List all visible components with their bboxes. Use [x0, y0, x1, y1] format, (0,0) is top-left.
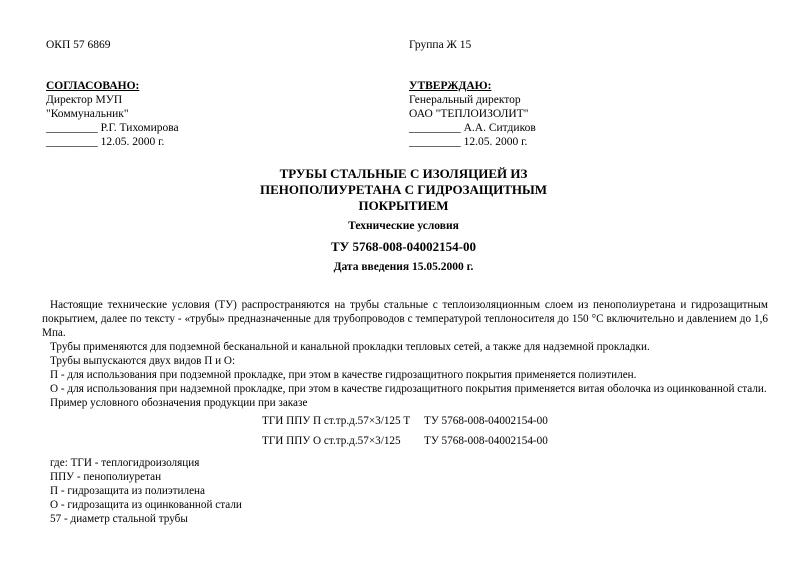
title-line-1: ТРУБЫ СТАЛЬНЫЕ С ИЗОЛЯЦИЕЙ ИЗ	[279, 166, 528, 181]
introduction-date: Дата введения 15.05.2000 г.	[333, 261, 474, 273]
confirm-sign: _________ А.А. Ситдиков	[409, 122, 536, 134]
approved-date: _________ 12.05. 2000 г.	[46, 136, 165, 148]
confirm-line2: ОАО "ТЕПЛОИЗОЛИТ"	[409, 108, 529, 120]
legend-item: ППУ - пенополиуретан	[50, 471, 162, 483]
confirm-title: УТВЕРЖДАЮ:	[409, 80, 492, 92]
group-code: Группа Ж 15	[409, 39, 472, 51]
document-subtitle: Технические условия	[348, 220, 459, 232]
body-text	[42, 298, 768, 410]
designation-code-2: ТГИ ППУ О ст.тр.д.57×3/125	[262, 435, 401, 447]
legend-item: 57 - диаметр стальной трубы	[50, 513, 188, 525]
paragraph-example: Пример условного обозначения продукции при заказе	[50, 397, 308, 409]
okp-code: ОКП 57 6869	[46, 39, 111, 51]
designation-tu-2: ТУ 5768-008-04002154-00	[424, 435, 548, 447]
legend-item: П - гидрозащита из полиэтилена	[50, 485, 206, 497]
designation-tu-1: ТУ 5768-008-04002154-00	[424, 415, 548, 427]
paragraph-type-o: О - для использования при надземной прокладке, при этом в качестве гидрозащитного покрытия применяется витая оболочка из оцинкованной стали.	[50, 383, 767, 395]
confirm-date: _________ 12.05. 2000 г.	[409, 136, 528, 148]
document-code: ТУ 5768-008-04002154-00	[331, 239, 476, 254]
document-title	[0, 166, 807, 214]
confirm-line1: Генеральный директор	[409, 94, 521, 106]
approved-title: СОГЛАСОВАНО:	[46, 80, 140, 92]
title-line-2: ПЕНОПОЛИУРЕТАНА С ГИДРОЗАЩИТНЫМ	[259, 182, 548, 197]
approved-line1: Директор МУП	[46, 94, 123, 106]
designation-legend	[50, 456, 242, 526]
paragraph-types: Трубы выпускаются двух видов П и О:	[50, 355, 236, 367]
paragraph-usage: Трубы применяются для подземной бесканальной и канальной прокладки тепловых сетей, а также для надземной прокладки.	[50, 341, 650, 353]
paragraph-scope: Настоящие технические условия (ТУ) распространяются на трубы стальные с теплоизоляционным слоем из пенополиуретана и гидрозащитным покрытием, далее по тексту - «трубы» предназначенные для трубопроводов с температурой теплоносителя до 150 °С включительно и давлением до 1,6 Мпа.	[42, 299, 768, 339]
designation-code-1: ТГИ ППУ П ст.тр.д.57×3/125 Т	[262, 415, 411, 427]
legend-item: где: ТГИ - теплогидроизоляция	[50, 457, 200, 469]
confirm-block	[409, 79, 536, 149]
title-line-3: ПОКРЫТИЕМ	[358, 198, 449, 213]
paragraph-type-p: П - для использования при подземной прокладке, при этом в качестве гидрозащитного покрытия применяется полиэтилен.	[50, 369, 637, 381]
approved-block	[46, 79, 179, 149]
legend-item: О - гидрозащита из оцинкованной стали	[50, 499, 242, 511]
approved-sign: _________ Р.Г. Тихомирова	[46, 122, 179, 134]
approved-line2: "Коммунальник"	[46, 108, 129, 120]
